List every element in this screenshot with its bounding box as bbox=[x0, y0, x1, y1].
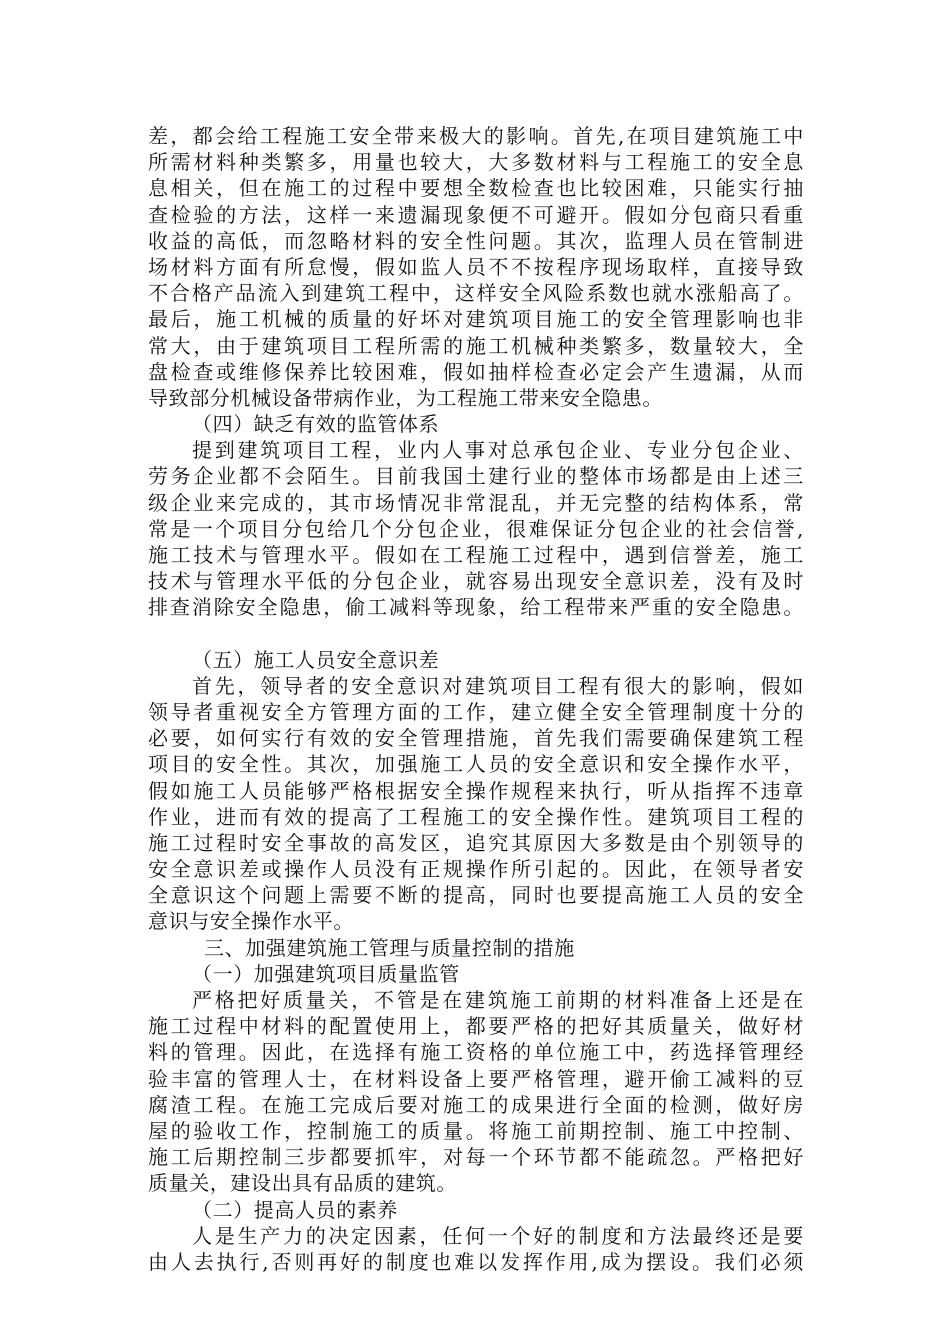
text-line: 差，都会给工程施工安全带来极大的影响。首先,在项目建筑施工中 bbox=[148, 124, 804, 148]
text-line: 施工过程中材料的配置使用上，都要严格的把好其质量关，做好材 bbox=[148, 1014, 804, 1039]
text-line: 技术与管理水平低的分包企业，就容易出现安全意识差，没有及时 bbox=[148, 569, 804, 594]
text-line: 施工过程时安全事故的高发区，追究其原因大多数是由个别领导的 bbox=[148, 830, 804, 855]
chapter-heading-3: 三、加强建筑施工管理与质量控制的措施 bbox=[204, 935, 575, 960]
paragraph-safety-awareness bbox=[148, 673, 804, 935]
text-line: 项目的安全性。其次，加强施工人员的安全意识和安全操作水平， bbox=[148, 752, 804, 777]
section-heading-5: （五）施工人员安全意识差 bbox=[192, 647, 440, 672]
text-line: 人是生产力的决定因素，任何一个好的制度和方法最终还是要 bbox=[192, 1223, 804, 1248]
text-line: 所需材料种类繁多，用量也较大，大多数材料与工程施工的安全息 bbox=[148, 150, 804, 175]
text-line: 由人去执行,否则再好的制度也难以发挥作用,成为摆设。我们必须 bbox=[148, 1249, 804, 1274]
paragraph-personnel-quality bbox=[148, 1223, 804, 1275]
text-line: 质量关，建设出具有品质的建筑。 bbox=[148, 1171, 457, 1196]
text-line: 施工后期控制三步都要抓牢，对每一个环节都不能疏忽。严格把好 bbox=[148, 1145, 804, 1170]
text-line: 排查消除安全隐患，偷工减料等现象，给工程带来严重的安全隐患。 bbox=[148, 595, 804, 620]
text-line: 提到建筑项目工程，业内人事对总承包企业、专业分包企业、 bbox=[192, 438, 804, 463]
text-line: 必要，如何实行有效的安全管理措施，首先我们需要确保建筑工程 bbox=[148, 726, 804, 751]
paragraph-quality-control bbox=[148, 987, 804, 1197]
section-heading-2: （二）提高人员的素养 bbox=[192, 1197, 398, 1222]
text-line: 屋的验收工作，控制施工的质量。将施工前期控制、施工中控制、 bbox=[148, 1118, 804, 1143]
text-line: 不合格产品流入到建筑工程中，这样安全风险系数也就水涨船高了。 bbox=[148, 281, 804, 306]
text-line: 料的管理。因此，在选择有施工资格的单位施工中，药选择管理经 bbox=[148, 1040, 804, 1065]
text-line: 作业，进而有效的提高了工程施工的安全操作性。建筑项目工程的 bbox=[148, 804, 804, 829]
text-line: 假如施工人员能够严格根据安全操作规程来执行，听从指挥不违章 bbox=[148, 778, 804, 803]
blank-line bbox=[148, 621, 804, 647]
text-line: 施工技术与管理水平。假如在工程施工过程中，遇到信誉差，施工 bbox=[148, 543, 804, 567]
text-line: 严格把好质量关，不管是在建筑施工前期的材料准备上还是在 bbox=[192, 988, 804, 1012]
text-line: 盘检查或维修保养比较困难，假如抽样检查必定会产生遗漏，从而 bbox=[148, 359, 804, 384]
text-line: 导致部分机械设备带病作业，为工程施工带来安全隐患。 bbox=[148, 385, 663, 410]
text-line: 场材料方面有所怠慢，假如监人员不不按程序现场取样，直接导致 bbox=[148, 254, 804, 279]
section-heading-1: （一）加强建筑项目质量监管 bbox=[192, 961, 460, 986]
text-line: 全意识这个问题上需要不断的提高，同时也要提高施工人员的安全 bbox=[148, 883, 804, 908]
paragraph-material-safety bbox=[148, 123, 804, 411]
text-line: 验丰富的管理人士，在材料设备上要严格管理，避开偷工减料的豆 bbox=[148, 1066, 804, 1091]
text-line: 常大，由于建筑项目工程所需的施工机械种类繁多，数量较大，全 bbox=[148, 333, 804, 358]
text-line: 意识与安全操作水平。 bbox=[148, 909, 354, 934]
text-line: 常是一个项目分包给几个分包企业，很难保证分包企业的社会信誉, bbox=[148, 516, 804, 541]
text-line: 安全意识差或操作人员没有正规操作所引起的。因此，在领导者安 bbox=[148, 857, 804, 882]
text-line: 息相关，但在施工的过程中要想全数检查也比较困难，只能实行抽 bbox=[148, 176, 804, 201]
text-line: 最后，施工机械的质量的好坏对建筑项目施工的安全管理影响也非 bbox=[148, 307, 804, 332]
document-body bbox=[148, 123, 804, 1275]
paragraph-supervision-system bbox=[148, 437, 804, 620]
text-line: 收益的高低，而忽略材料的安全性问题。其次，监理人员在管制进 bbox=[148, 228, 804, 253]
text-line: 级企业来完成的，其市场情况非常混乱，并无完整的结构体系，常 bbox=[148, 490, 804, 515]
section-heading-4: （四）缺乏有效的监管体系 bbox=[192, 412, 440, 437]
text-line: 腐渣工程。在施工完成后要对施工的成果进行全面的检测，做好房 bbox=[148, 1092, 804, 1117]
text-line: 首先，领导者的安全意识对建筑项目工程有很大的影响，假如 bbox=[192, 673, 804, 698]
text-line: 查检验的方法，这样一来遗漏现象便不可避开。假如分包商只看重 bbox=[148, 202, 804, 227]
text-line: 劳务企业都不会陌生。目前我国土建行业的整体市场都是由上述三 bbox=[148, 464, 804, 489]
text-line: 领导者重视安全方管理方面的工作，建立健全安全管理制度十分的 bbox=[148, 699, 804, 724]
